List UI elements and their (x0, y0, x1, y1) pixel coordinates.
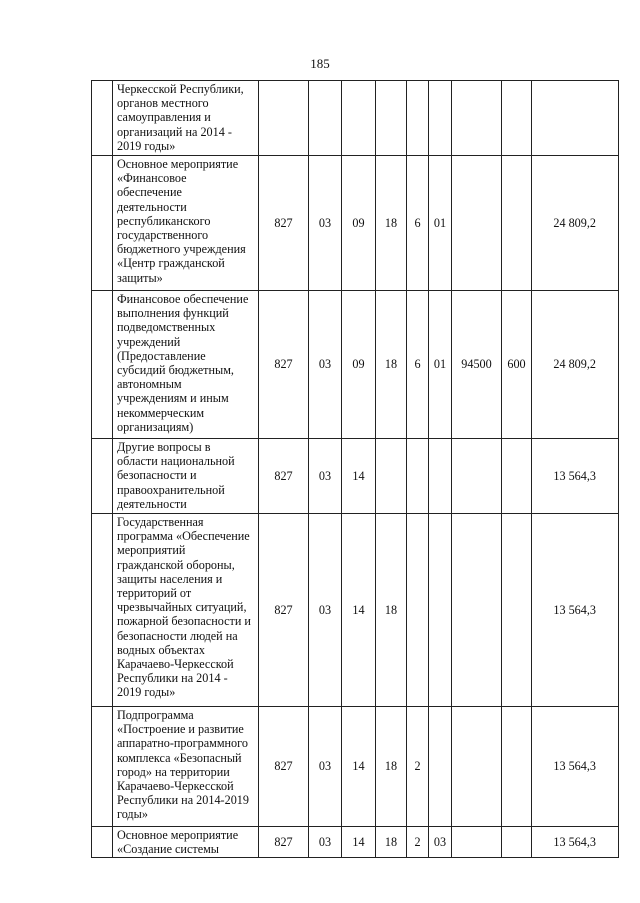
table-row (92, 156, 619, 291)
code-cell: 827 (259, 439, 309, 514)
row-name: Другие вопросы в области национальной безопасности и правоохранительной деятельности (113, 439, 259, 514)
code-cell (452, 439, 502, 514)
code-cell: 600 (502, 291, 532, 439)
row-name: Основное мероприятие «Финансовое обеспечение деятельности республиканского государственного бюджетного учреждения «Центр гражданской защиты» (113, 156, 259, 291)
sum-cell: 24 809,2 (532, 291, 619, 439)
code-cell: 03 (309, 707, 342, 827)
code-cell: 827 (259, 291, 309, 439)
code-cell (452, 827, 502, 858)
code-cell (259, 81, 309, 156)
row-name: Финансовое обеспечение выполнения функций подведомственных учреждений (Предоставление субсидий бюджетным, автономным учреждениям и иным некоммерческим организациям) (113, 291, 259, 439)
code-cell (342, 81, 376, 156)
code-cell: 14 (342, 707, 376, 827)
empty-cell (92, 439, 113, 514)
sum-cell (532, 81, 619, 156)
code-cell: 827 (259, 514, 309, 707)
code-cell: 01 (429, 156, 452, 291)
empty-cell (92, 291, 113, 439)
code-cell: 827 (259, 156, 309, 291)
code-cell (452, 514, 502, 707)
code-cell (429, 439, 452, 514)
code-cell (429, 514, 452, 707)
code-cell: 18 (376, 156, 407, 291)
code-cell (376, 81, 407, 156)
code-cell (502, 514, 532, 707)
code-cell: 03 (429, 827, 452, 858)
code-cell (502, 439, 532, 514)
row-name: Основное мероприятие «Создание системы (113, 827, 259, 858)
table-row (92, 827, 619, 858)
budget-table (91, 80, 619, 858)
code-cell: 09 (342, 156, 376, 291)
code-cell: 01 (429, 291, 452, 439)
sum-cell: 13 564,3 (532, 827, 619, 858)
code-cell (407, 439, 429, 514)
code-cell: 18 (376, 707, 407, 827)
empty-cell (92, 707, 113, 827)
sum-cell: 13 564,3 (532, 514, 619, 707)
code-cell: 03 (309, 514, 342, 707)
code-cell: 14 (342, 439, 376, 514)
code-cell: 18 (376, 291, 407, 439)
sum-cell: 13 564,3 (532, 707, 619, 827)
table-row (92, 81, 619, 156)
code-cell (407, 81, 429, 156)
code-cell: 03 (309, 827, 342, 858)
code-cell (452, 156, 502, 291)
row-name: Государственная программа «Обеспечение мероприятий гражданской обороны, защиты населения и территорий от чрезвычайных ситуаций, пожарной безопасности и безопасности людей на водных объектах Карачаево-Черкесской Республики на 2014 - 2019 годы» (113, 514, 259, 707)
code-cell: 6 (407, 156, 429, 291)
table-row (92, 707, 619, 827)
row-name: Черкесской Республики, органов местного самоуправления и организаций на 2014 - 2019 годы» (113, 81, 259, 156)
sum-cell: 24 809,2 (532, 156, 619, 291)
code-cell: 2 (407, 707, 429, 827)
code-cell (452, 707, 502, 827)
code-cell (502, 827, 532, 858)
empty-cell (92, 156, 113, 291)
empty-cell (92, 514, 113, 707)
code-cell: 03 (309, 439, 342, 514)
table-row (92, 439, 619, 514)
code-cell: 94500 (452, 291, 502, 439)
code-cell: 827 (259, 707, 309, 827)
code-cell (376, 439, 407, 514)
code-cell: 03 (309, 156, 342, 291)
sum-cell: 13 564,3 (532, 439, 619, 514)
page-number: 185 (310, 56, 330, 71)
empty-cell (92, 827, 113, 858)
code-cell (502, 707, 532, 827)
table-row (92, 514, 619, 707)
code-cell: 09 (342, 291, 376, 439)
code-cell: 18 (376, 827, 407, 858)
code-cell: 18 (376, 514, 407, 707)
code-cell (502, 156, 532, 291)
code-cell: 03 (309, 291, 342, 439)
code-cell (309, 81, 342, 156)
code-cell: 6 (407, 291, 429, 439)
code-cell (502, 81, 532, 156)
code-cell: 14 (342, 514, 376, 707)
code-cell (407, 514, 429, 707)
code-cell: 14 (342, 827, 376, 858)
row-name: Подпрограмма «Построение и развитие аппаратно-программного комплекса «Безопасный город» на территории Карачаево-Черкесской Республики на 2014-2019 годы» (113, 707, 259, 827)
code-cell: 827 (259, 827, 309, 858)
code-cell (429, 707, 452, 827)
code-cell (452, 81, 502, 156)
table-row (92, 291, 619, 439)
code-cell: 2 (407, 827, 429, 858)
empty-cell (92, 81, 113, 156)
code-cell (429, 81, 452, 156)
